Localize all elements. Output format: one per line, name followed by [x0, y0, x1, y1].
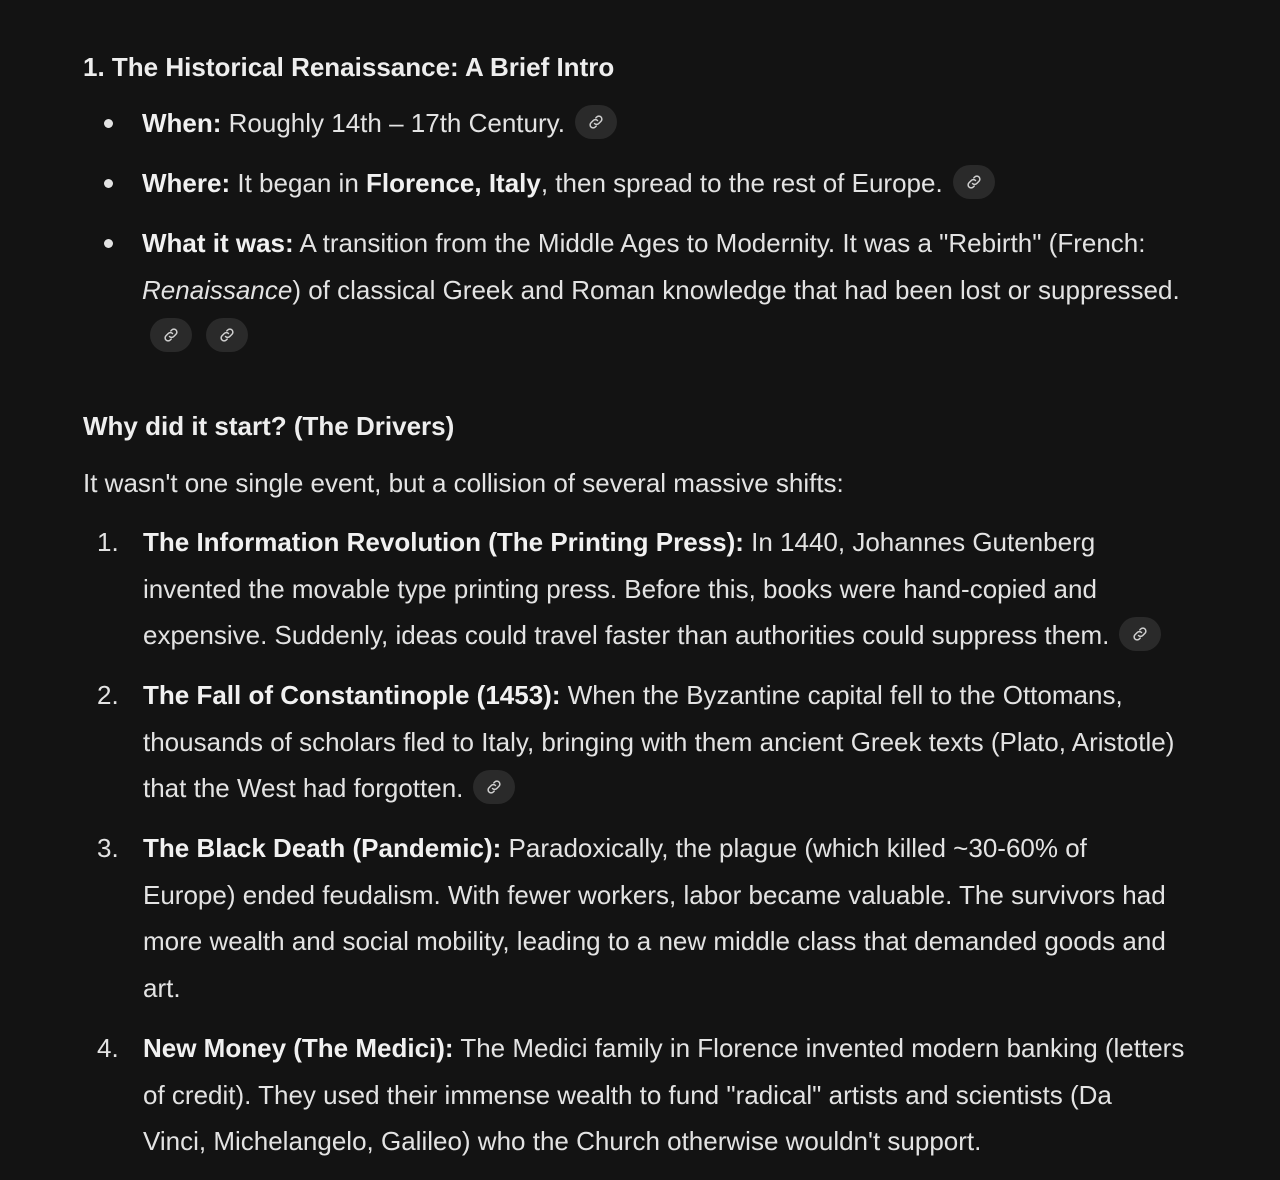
list-item-text: Where: It began in Florence, Italy, then spread to the rest of Europe.: [142, 160, 1242, 207]
label-printing-press: The Information Revolution (The Printing Press):: [143, 527, 744, 557]
citation-link-button[interactable]: [150, 318, 192, 352]
list-item-text: The Fall of Constantinople (1453): When the Byzantine capital fell to the Ottomans, thousands of scholars fled to Italy, bringing with them ancient Greek texts (Plato, Aristotle) that the West had forgotten.: [143, 680, 1175, 803]
label-constantinople: The Fall of Constantinople (1453):: [143, 680, 561, 710]
citation-chips-row: [142, 313, 1242, 360]
label-medici: New Money (The Medici):: [143, 1033, 454, 1063]
list-item-text: When: Roughly 14th – 17th Century.: [142, 100, 1242, 147]
bullet-dot: [104, 119, 113, 128]
list-item-text: The Black Death (Pandemic): Paradoxically, the plague (which killed ~30-60% of Europe) ended feudalism. With fewer workers, labor became valuable. The survivors had more wealth and social mobility, leading to a new middle class that demanded goods and art.: [143, 833, 1166, 1003]
list-item-text: What it was: A transition from the Middle Ages to Modernity. It was a "Rebirth" (French: Renaissance) of classical Greek and Roman knowledge that had been lost or suppressed.: [142, 220, 1242, 360]
drivers-intro: It wasn't one single event, but a collision of several massive shifts:: [83, 468, 844, 498]
label-where: Where:: [142, 168, 231, 198]
section-heading-historical-renaissance: 1. The Historical Renaissance: A Brief Intro: [83, 52, 615, 82]
citation-link-button[interactable]: [953, 165, 995, 199]
bullet-dot: [104, 179, 113, 188]
link-icon: [1131, 625, 1149, 643]
list-item-text: New Money (The Medici): The Medici family in Florence invented modern banking (letters of credit). They used their immense wealth to fund "radical" artists and scientists (Da Vinci, Michelangelo, Galileo) who the Church otherwise wouldn't support.: [143, 1033, 1185, 1156]
bullet-dot: [104, 239, 113, 248]
citation-link-button[interactable]: [206, 318, 248, 352]
citation-link-button[interactable]: [473, 770, 515, 804]
section-heading-drivers: Why did it start? (The Drivers): [83, 411, 455, 441]
link-icon: [218, 326, 236, 344]
list-number: 2.: [97, 680, 119, 710]
label-black-death: The Black Death (Pandemic):: [143, 833, 502, 863]
link-icon: [485, 778, 503, 796]
list-number: 4.: [97, 1033, 119, 1063]
link-icon: [965, 173, 983, 191]
link-icon: [162, 326, 180, 344]
place-florence: Florence, Italy: [366, 168, 541, 198]
label-what-it-was: What it was:: [142, 228, 294, 258]
list-number: 1.: [97, 527, 119, 557]
label-when: When:: [142, 108, 222, 138]
link-icon: [587, 113, 605, 131]
list-number: 3.: [97, 833, 119, 863]
citation-link-button[interactable]: [1119, 617, 1161, 651]
citation-link-button[interactable]: [575, 105, 617, 139]
italic-renaissance: Renaissance: [142, 274, 293, 305]
list-item-text: The Information Revolution (The Printing Press): In 1440, Johannes Gutenberg invented the movable type printing press. Before this, books were hand-copied and expensive. Suddenly, ideas could travel faster than authorities could suppress them.: [143, 519, 1243, 659]
